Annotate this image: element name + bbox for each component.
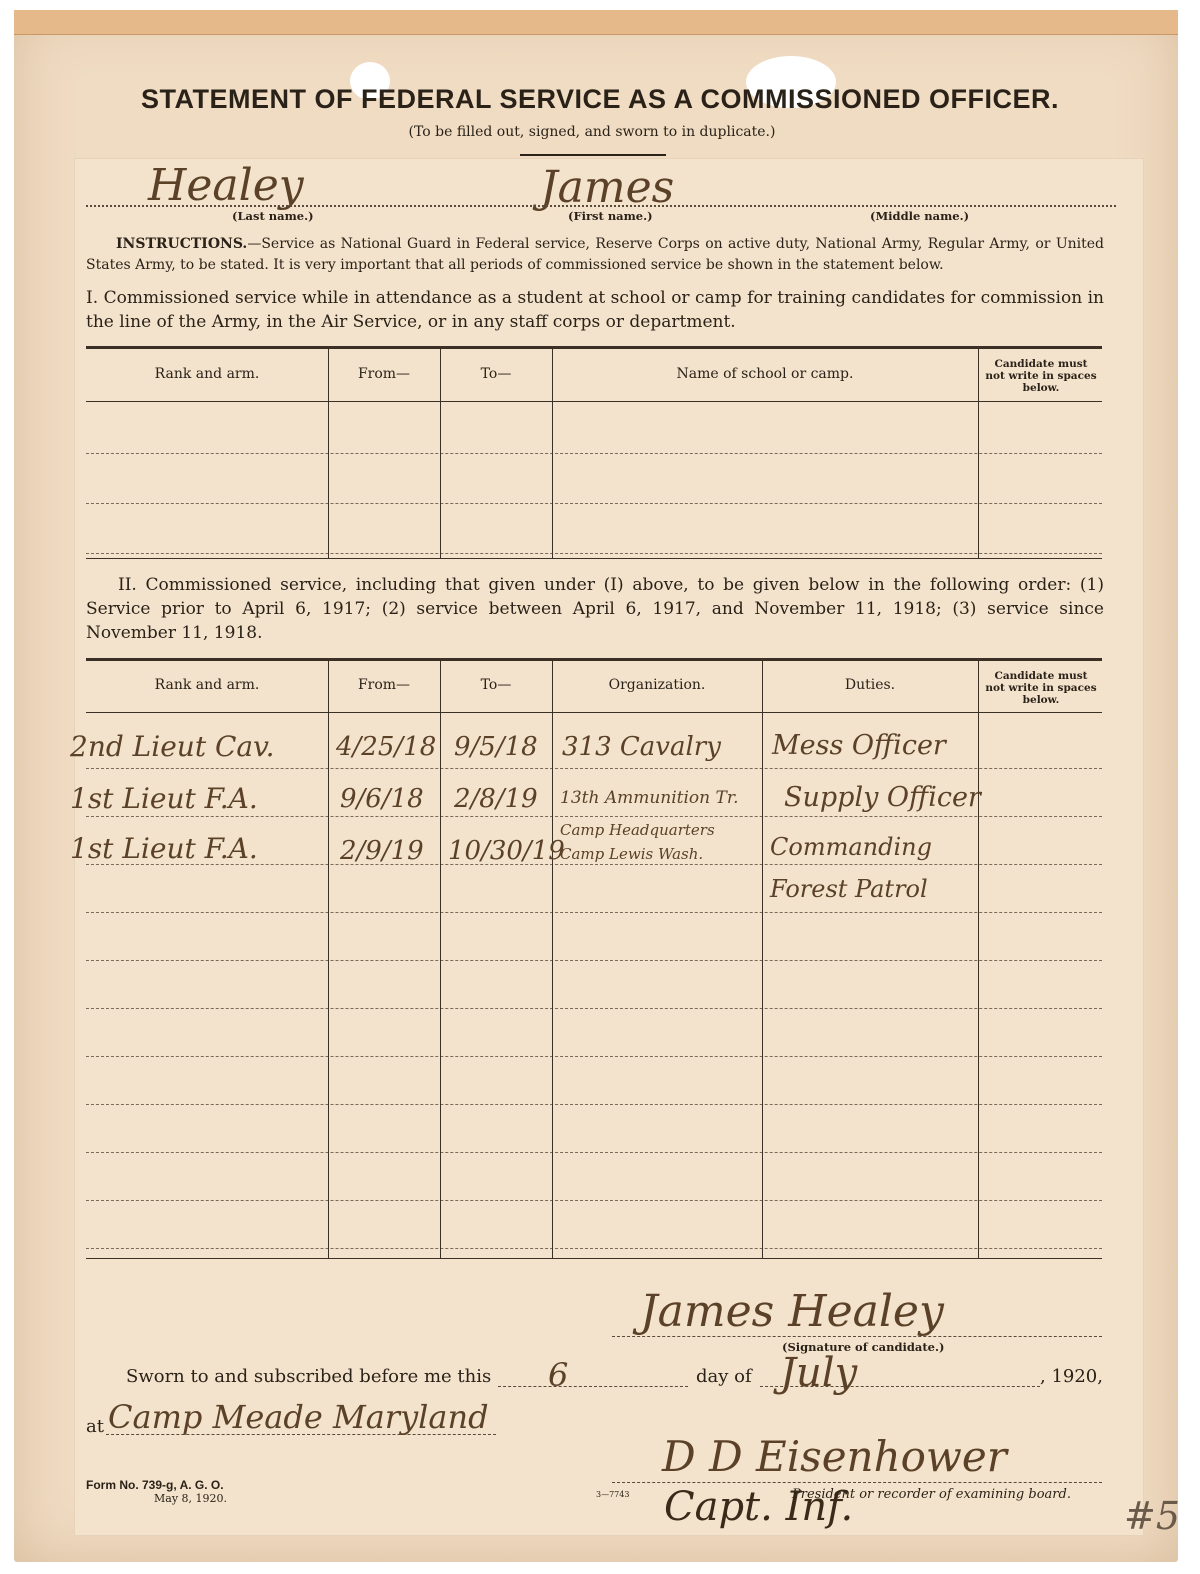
section2-table-top bbox=[86, 658, 1102, 661]
section2-col-rank: Rank and arm. bbox=[154, 677, 260, 693]
print-code: 3—7743 bbox=[596, 1490, 630, 1499]
section1-row-line bbox=[86, 553, 1102, 554]
oath-at-label: at bbox=[86, 1416, 104, 1437]
row2-organization: 13th Ammunition Tr. bbox=[560, 788, 739, 808]
section2-col-duties: Duties. bbox=[844, 677, 896, 693]
section2-heading: II. Commissioned service, including that given under (I) above, to be given below in the following order: (1) Service prior to April 6, 1917; (2) service between April 6, 1917, and November 11, 1918; (3) service since November 11, 1918. bbox=[86, 575, 1104, 643]
page-mark: #5 bbox=[1124, 1494, 1181, 1538]
form-number: Form No. 739-g, A. G. O. bbox=[86, 1478, 224, 1492]
form-date: May 8, 1920. bbox=[154, 1492, 228, 1505]
oath-place-value: Camp Meade Maryland bbox=[108, 1398, 489, 1436]
section1-col-office-use: Candidate must not write in spaces below. bbox=[985, 358, 1097, 394]
page-subtitle: (To be filled out, signed, and sworn to in duplicate.) bbox=[408, 124, 776, 140]
row1-rank: 2nd Lieut Cav. bbox=[70, 730, 275, 763]
row1-from: 4/25/18 bbox=[336, 732, 437, 762]
section2-col-organization: Organization. bbox=[608, 677, 706, 693]
candidate-signature-caption: (Signature of candidate.) bbox=[782, 1340, 945, 1354]
section2-row-line bbox=[86, 1104, 1102, 1105]
section1-col-rank: Rank and arm. bbox=[154, 366, 260, 382]
officer-title-handwritten: Capt. Inf. bbox=[664, 1484, 854, 1530]
oath-day-of-label: day of bbox=[696, 1366, 752, 1387]
title-rule bbox=[520, 154, 666, 156]
instructions-label: INSTRUCTIONS. bbox=[116, 236, 248, 252]
row1-organization: 313 Cavalry bbox=[562, 732, 721, 762]
page-title: STATEMENT OF FEDERAL SERVICE AS A COMMISSIONED OFFICER. bbox=[140, 84, 1060, 114]
section2-row-line bbox=[86, 1152, 1102, 1153]
section1-heading: I. Commissioned service while in attendance as a student at school or camp for training candidates for commission in the line of the Army, in the Air Service, or in any staff corps or department. bbox=[86, 288, 1104, 332]
officer-signature: D D Eisenhower bbox=[662, 1432, 1007, 1481]
section2-col-from: From— bbox=[357, 677, 411, 693]
section1-table-bottom bbox=[86, 558, 1102, 559]
section1-table-top bbox=[86, 346, 1102, 349]
row1-duties: Mess Officer bbox=[772, 730, 946, 761]
section1-col-from: From— bbox=[357, 366, 411, 382]
section2-col-divider bbox=[440, 661, 441, 1258]
section2-row-line bbox=[86, 960, 1102, 961]
last-name-caption: (Last name.) bbox=[232, 209, 314, 223]
section2-row-line bbox=[86, 1008, 1102, 1009]
oath-day-value: 6 bbox=[548, 1356, 569, 1394]
row3-organization: Camp Headquarters Camp Lewis Wash. bbox=[560, 821, 715, 863]
officer-signature-line bbox=[612, 1482, 1102, 1483]
section2-col-office-use: Candidate must not write in spaces below. bbox=[985, 670, 1097, 706]
section1-header-rule bbox=[86, 401, 1102, 402]
section2-table-bottom bbox=[86, 1258, 1102, 1259]
row3-rank: 1st Lieut F.A. bbox=[70, 832, 258, 865]
day-line bbox=[498, 1386, 688, 1387]
candidate-signature-line bbox=[612, 1336, 1102, 1337]
instructions-text: —Service as National Guard in Federal service, Reserve Corps on active duty, National Army, Regular Army, or United States Army, to be stated. It is very important that all periods of commissioned service be shown in the statement below. bbox=[86, 236, 1104, 273]
row3-duties: Commanding Forest Patrol bbox=[770, 833, 932, 903]
section2-col-to: To— bbox=[480, 677, 512, 693]
first-name-caption: (First name.) bbox=[568, 209, 653, 223]
row1-to: 9/5/18 bbox=[454, 732, 538, 762]
first-name-value: James bbox=[540, 162, 675, 213]
row3-to: 10/30/19 bbox=[448, 836, 565, 866]
oath-prefix: Sworn to and subscribed before me this bbox=[126, 1366, 492, 1387]
row2-duties: Supply Officer bbox=[784, 782, 981, 813]
section2-col-divider bbox=[978, 661, 979, 1258]
section2-col-divider bbox=[328, 661, 329, 1258]
oath-year: , 1920, bbox=[1040, 1366, 1103, 1387]
section2-header-rule bbox=[86, 712, 1102, 713]
section2-row-line bbox=[86, 1248, 1102, 1249]
name-line bbox=[86, 205, 1116, 207]
row2-rank: 1st Lieut F.A. bbox=[70, 782, 258, 815]
section2-row-line bbox=[86, 1200, 1102, 1201]
section1-row-line bbox=[86, 453, 1102, 454]
section2-row-line bbox=[86, 912, 1102, 913]
top-binding-strip bbox=[14, 10, 1178, 35]
section2-col-divider bbox=[552, 661, 553, 1258]
section2-col-divider bbox=[762, 661, 763, 1258]
section2-row-line bbox=[86, 1056, 1102, 1057]
section2-row-line bbox=[86, 816, 1102, 817]
instructions bbox=[86, 234, 1104, 276]
row2-from: 9/6/18 bbox=[340, 784, 424, 814]
section1-col-divider bbox=[978, 349, 979, 558]
section1-col-to: To— bbox=[480, 366, 512, 382]
candidate-signature: James Healey bbox=[640, 1286, 944, 1337]
middle-name-caption: (Middle name.) bbox=[870, 209, 970, 223]
section1-row-line bbox=[86, 503, 1102, 504]
row3-from: 2/9/19 bbox=[340, 836, 424, 866]
last-name-value: Healey bbox=[148, 160, 304, 211]
section2-row-line bbox=[86, 768, 1102, 769]
section1-col-school: Name of school or camp. bbox=[676, 366, 854, 382]
row2-to: 2/8/19 bbox=[454, 784, 538, 814]
officer-caption: President or recorder of examining board. bbox=[792, 1487, 1071, 1502]
oath-month-value: July bbox=[780, 1350, 858, 1396]
